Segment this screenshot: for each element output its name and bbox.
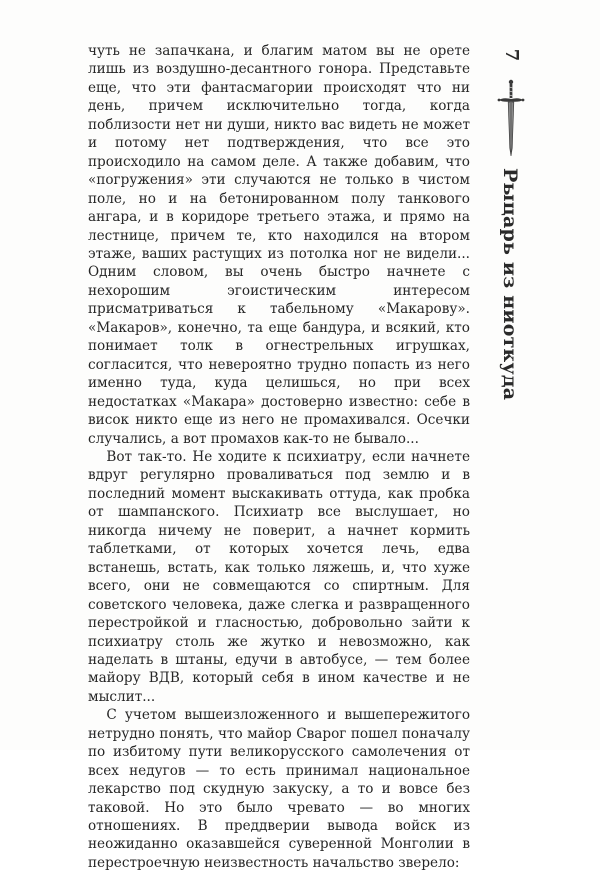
paragraph-2: Вот так-то. Не ходите к психиатру, если начнете вдруг регулярно проваливаться под землю и в последний момент выскакивать оттуда, как пробка от шампанского. Психиатр все выслушает, но никогда ничему не поверит, а начнет кормить таблетками, от которых хочется лечь, едва встанешь, встать, как только ляжешь, и, что хуже всего, они не совмещаются со спиртным. Для советского человека, даже слегка и развращенного перестройкой и гласностью, добровольно зайти к психиатру столь же жутко и невозможно, как наделать в штаны, едучи в автобусе, — тем более майору ВДВ, который себя в ином качестве и не мыслит... [88,448,470,705]
running-head [497,44,525,604]
paragraph-3: С учетом вышеизложенного и вышепережитого нетрудно понять, что майор Сварог пошел поначалу по избитому пути великорусского самолечения от всех недугов — то есть принимал национальное лекарство под скудную закуску, а то и вовсе без таковой. Но это было чревато — во многих отношениях. В преддверии вывода войск из неожиданно оказавшейся суверенной Монголии в перестроечную неизвестность начальство зверело: [88,707,470,871]
paragraph-1: чуть не запачкана, и благим матом вы не орете лишь из воздушно-десантного гонора. Представьте еще, что эти фантасмагории происходят что ни день, причем исключительно тогда, когда поблизости нет ни души, никто вас видеть не может и потому нет подтверждения, что все это происходило на самом деле. А также добавим, что «погружения» эти случаются не только в чистом поле, но и на бетонированном полу танкового ангара, и в коридоре третьего этажа, и прямо на лестнице, причем те, кто находился на втором этаже, ваших растущих из потолка ног не видели... Одним словом, вы очень быстро начнете с нехорошим эгоистическим интересом присматриваться к табельному «Макарову». «Макаров», конечно, та еще бандура, и всякий, кто понимает толк в огнестрельных игрушках, согласится, что невероятно трудно попасть из него именно туда, куда целишься, но при всех недостатках «Макара» достоверно известно: себе в висок никто еще из него не промахивался. Осечки случались, а вот промахов как-то не бывало... [88,43,470,447]
dagger-icon [497,78,525,158]
page-number: 7 [501,48,522,62]
body-text [88,42,470,872]
book-title-text: Рыцарь из ниоткуда [499,168,521,401]
